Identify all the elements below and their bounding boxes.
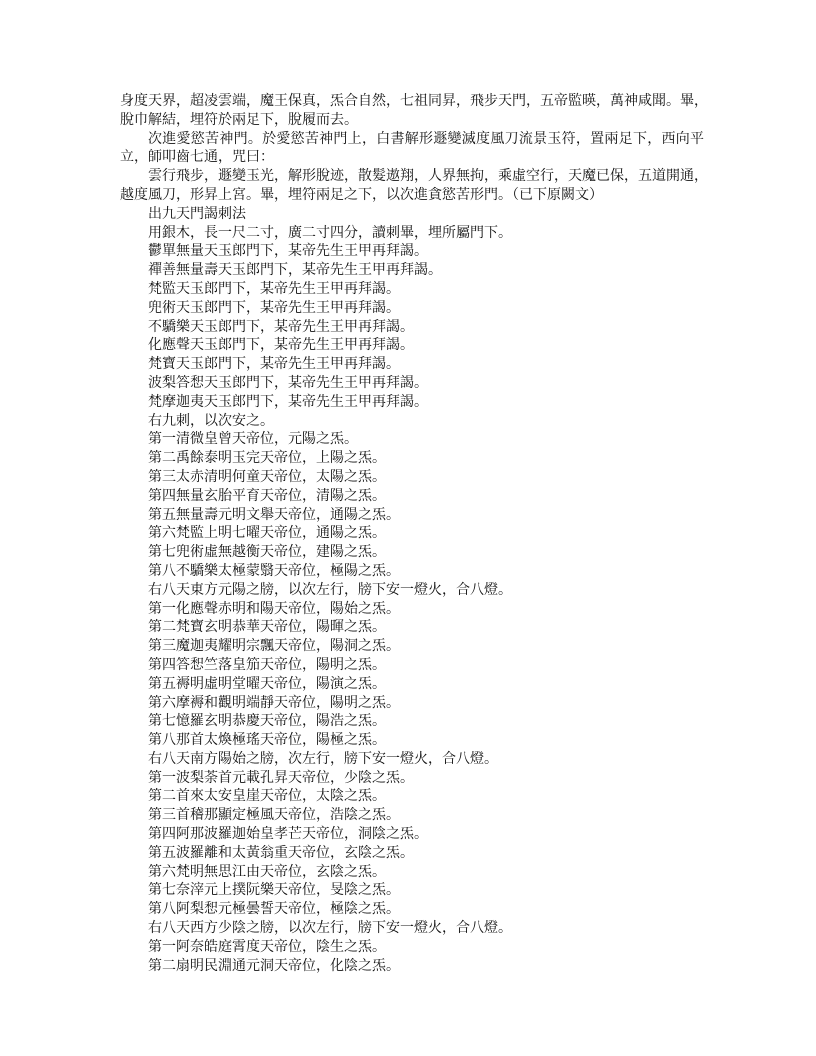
text-line: 第八不驕樂太極蒙翳天帝位，極陽之炁。	[148, 562, 400, 579]
text-line: 身度天界，超凌雲端，魔王保真，炁合自然，七祖同昇，飛步天門，五帝監暎，萬神咸聞。畢，	[120, 93, 708, 109]
text-line: 第二梵寶玄明恭華天帝位，陽暉之炁。	[148, 619, 386, 636]
text-line: 第八阿梨惒元極曇誓天帝位，極陰之炁。	[148, 901, 400, 918]
text-line: 立，師叩齒七通，咒曰：	[120, 149, 274, 166]
text-line: 第五褥明虛明堂曜天帝位，陽演之炁。	[148, 675, 386, 692]
text-line: 第三魔迦夷耀明宗飄天帝位，陽洞之炁。	[148, 638, 400, 655]
text-line: 兜術天玉郎門下，某帝先生王甲再拜謁。	[148, 299, 400, 316]
text-line: 禪善無量壽天玉郎門下，某帝先生王甲再拜謁。	[148, 262, 442, 279]
text-line: 第八那首太煥極瑤天帝位，陽極之炁。	[148, 732, 386, 749]
text-line: 用銀木，長一尺二寸，廣二寸四分，讀刺畢，埋所屬門下。	[148, 224, 512, 241]
text-line: 第一清微皇曾天帝位，元陽之炁。	[148, 431, 358, 448]
text-line: 第二扇明民淵通元洞天帝位，化陰之炁。	[148, 957, 400, 974]
text-line: 右八天西方少陰之牓，以次左行，牓下安一燈火，合八燈。	[148, 920, 512, 937]
text-line: 第六梵明無思江由天帝位，玄陰之炁。	[148, 863, 386, 880]
text-line: 梵寶天玉郎門下，某帝先生王甲再拜謁。	[148, 356, 400, 373]
text-line: 第一波梨荼首元載孔昇天帝位，少陰之炁。	[148, 769, 414, 786]
text-line: 次進愛慾苦神門。於愛慾苦神門上，白書解形遯變滅度風刀流景玉符，置兩足下，西向平	[148, 130, 704, 147]
text-line: 第一阿奈皓庭霄度天帝位，陰生之炁。	[148, 938, 386, 955]
text-line: 第三太赤清明何童天帝位，太陽之炁。	[148, 468, 386, 485]
text-line: 第四阿那波羅迦始皇孝芒天帝位，洞陰之炁。	[148, 826, 428, 843]
document-page	[120, 92, 708, 975]
text-line: 第四無量玄胎平育天帝位，清陽之炁。	[148, 487, 386, 504]
text-line: 波梨答惒天玉郎門下，某帝先生王甲再拜謁。	[148, 374, 428, 391]
text-line: 右八天南方陽始之牓，次左行，牓下安一燈火，合八燈。	[148, 750, 498, 767]
text-line: 第三首稽那顯定極風天帝位，浩陰之炁。	[148, 807, 400, 824]
text-line: 第五無量壽元明文舉天帝位，通陽之炁。	[148, 506, 400, 523]
text-line: 梵監天玉郎門下，某帝先生王甲再拜謁。	[148, 280, 400, 297]
section-heading: 出九天門謁刺法	[148, 205, 246, 222]
text-line: 第四答惒竺落皇笳天帝位，陽明之炁。	[148, 656, 386, 673]
text-line: 第二首來太安皇崖天帝位，太陰之炁。	[148, 788, 386, 805]
text-line: 越度風刀，形昇上宮。畢，埋符兩足之下，以次進貪慾苦形門。（已下原闕文）	[120, 186, 603, 203]
text-line: 第七奈滓元上撲阮樂天帝位，旻陰之炁。	[148, 882, 400, 899]
text-line: 第六摩褥和觀明端靜天帝位，陽明之炁。	[148, 694, 400, 711]
text-line: 雲行飛步，遯變玉光，解形脫迹，散髮遨翔，人界無拘，乘虛空行，天魔已保，五道開通，	[148, 168, 708, 185]
text-line: 鬱單無量天玉郎門下，某帝先生王甲再拜謁。	[148, 243, 428, 260]
text-line: 第七兜術虛無越衡天帝位，建陽之炁。	[148, 544, 386, 561]
text-line: 右八天東方元陽之牓，以次左行，牓下安一燈火，合八燈。	[148, 581, 512, 598]
text-line: 第五波羅離和太黃翁重天帝位，玄陰之炁。	[148, 844, 414, 861]
text-line: 脫巾解結，埋符於兩足下，脫履而去。	[120, 111, 358, 128]
text-line: 梵摩迦夷天玉郎門下，某帝先生王甲再拜謁。	[148, 393, 428, 410]
text-line: 第二禹餘泰明玉完天帝位，上陽之炁。	[148, 450, 386, 467]
text-line: 第七憶羅玄明恭慶天帝位，陽浩之炁。	[148, 713, 386, 730]
text-line: 第一化應聲赤明和陽天帝位，陽始之炁。	[148, 600, 400, 617]
text-line: 第六梵監上明七曜天帝位，通陽之炁。	[148, 525, 386, 542]
text-line: 不驕樂天玉郎門下，某帝先生王甲再拜謁。	[148, 318, 414, 335]
text-line: 右九刺，以次安之。	[148, 412, 274, 429]
text-line: 化應聲天玉郎門下，某帝先生王甲再拜謁。	[148, 337, 414, 354]
